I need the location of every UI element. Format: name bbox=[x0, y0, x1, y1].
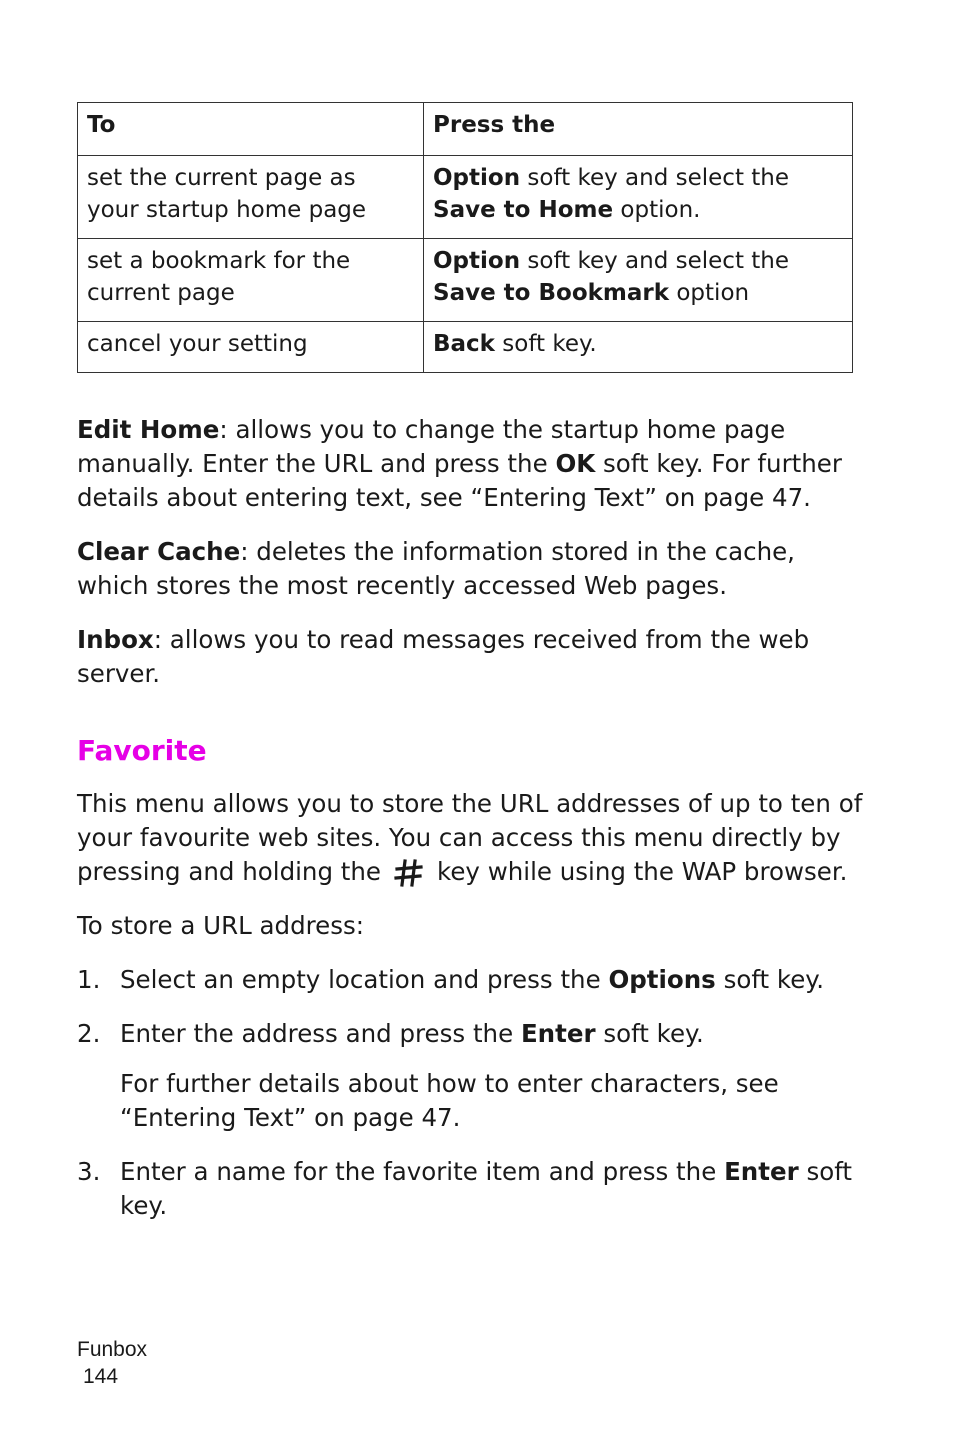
cell-press bbox=[424, 156, 853, 239]
ok-key: OK bbox=[555, 449, 596, 478]
inbox-paragraph bbox=[77, 623, 872, 691]
table-row bbox=[78, 239, 853, 322]
cell-text: option bbox=[669, 280, 750, 306]
cell-press bbox=[424, 239, 853, 322]
cell-to: set a bookmark for the current page bbox=[78, 239, 424, 322]
step-number: 1. bbox=[77, 965, 101, 994]
enter-key: Enter bbox=[724, 1157, 799, 1186]
step-text: Enter the address and press the bbox=[120, 1019, 521, 1048]
cell-text: soft key and select the bbox=[520, 165, 790, 191]
enter-key: Enter bbox=[520, 1019, 596, 1048]
key-name: Option bbox=[433, 165, 521, 191]
table-header-row bbox=[78, 103, 853, 156]
table-row bbox=[78, 156, 853, 239]
cell-text: option. bbox=[613, 197, 701, 223]
inbox-term: Inbox bbox=[77, 625, 154, 654]
page-content bbox=[77, 102, 872, 1243]
cell-to: set the current page as your startup home page bbox=[78, 156, 424, 239]
hash-key-icon bbox=[389, 858, 429, 888]
clear-cache-term: Clear Cache bbox=[77, 537, 241, 566]
edit-home-text-2: soft key. For further details about entering text, see “Entering Text” on page 47. bbox=[77, 449, 842, 512]
favorite-intro-text-2: key while using the WAP browser. bbox=[437, 857, 848, 886]
footer-section: Funbox bbox=[77, 1338, 148, 1361]
option-name: Save to Bookmark bbox=[433, 280, 670, 306]
option-name: Save to Home bbox=[433, 197, 614, 223]
edit-home-paragraph bbox=[77, 413, 872, 515]
page-footer bbox=[77, 1336, 147, 1390]
edit-home-term: Edit Home bbox=[77, 415, 220, 444]
step-text: Enter a name for the favorite item and press the bbox=[120, 1157, 725, 1186]
steps-list bbox=[77, 963, 872, 1223]
clear-cache-text: : deletes the information stored in the cache, which stores the most recently accessed Web pages. bbox=[77, 537, 795, 600]
page-number: 144 bbox=[83, 1365, 119, 1388]
table-row bbox=[78, 322, 853, 373]
favorite-intro-text: This menu allows you to store the URL addresses of up to ten of your favourite web sites. You can access this menu directly by pressing and holding the bbox=[77, 789, 863, 886]
list-item bbox=[77, 1155, 872, 1223]
step-number: 3. bbox=[77, 1157, 101, 1186]
clear-cache-paragraph bbox=[77, 535, 872, 603]
step-text-end: soft key. bbox=[595, 1019, 704, 1048]
list-item bbox=[77, 1017, 872, 1135]
favorite-intro bbox=[77, 787, 872, 889]
cell-to: cancel your setting bbox=[78, 322, 424, 373]
header-to: To bbox=[78, 103, 424, 156]
step-number: 2. bbox=[77, 1019, 101, 1048]
cell-text: soft key. bbox=[494, 331, 597, 357]
cell-text: soft key and select the bbox=[520, 248, 790, 274]
key-name: Option bbox=[433, 248, 521, 274]
inbox-text: : allows you to read messages received from the web server. bbox=[77, 625, 810, 688]
step-text-end: soft key. bbox=[715, 965, 825, 994]
key-name: Back bbox=[433, 331, 495, 357]
step-note: For further details about how to enter characters, see “Entering Text” on page 47. bbox=[120, 1069, 779, 1132]
store-intro: To store a URL address: bbox=[77, 911, 365, 940]
list-item bbox=[77, 963, 872, 997]
step-text-end: soft key. bbox=[120, 1157, 852, 1220]
key-table bbox=[77, 102, 853, 373]
options-key: Options bbox=[608, 965, 716, 994]
edit-home-text: : allows you to change the startup home page manually. Enter the URL and press the bbox=[77, 415, 786, 478]
step-text: Select an empty location and press the bbox=[120, 965, 609, 994]
header-press: Press the bbox=[424, 103, 853, 156]
cell-press bbox=[424, 322, 853, 373]
favorite-heading: Favorite bbox=[77, 734, 207, 767]
